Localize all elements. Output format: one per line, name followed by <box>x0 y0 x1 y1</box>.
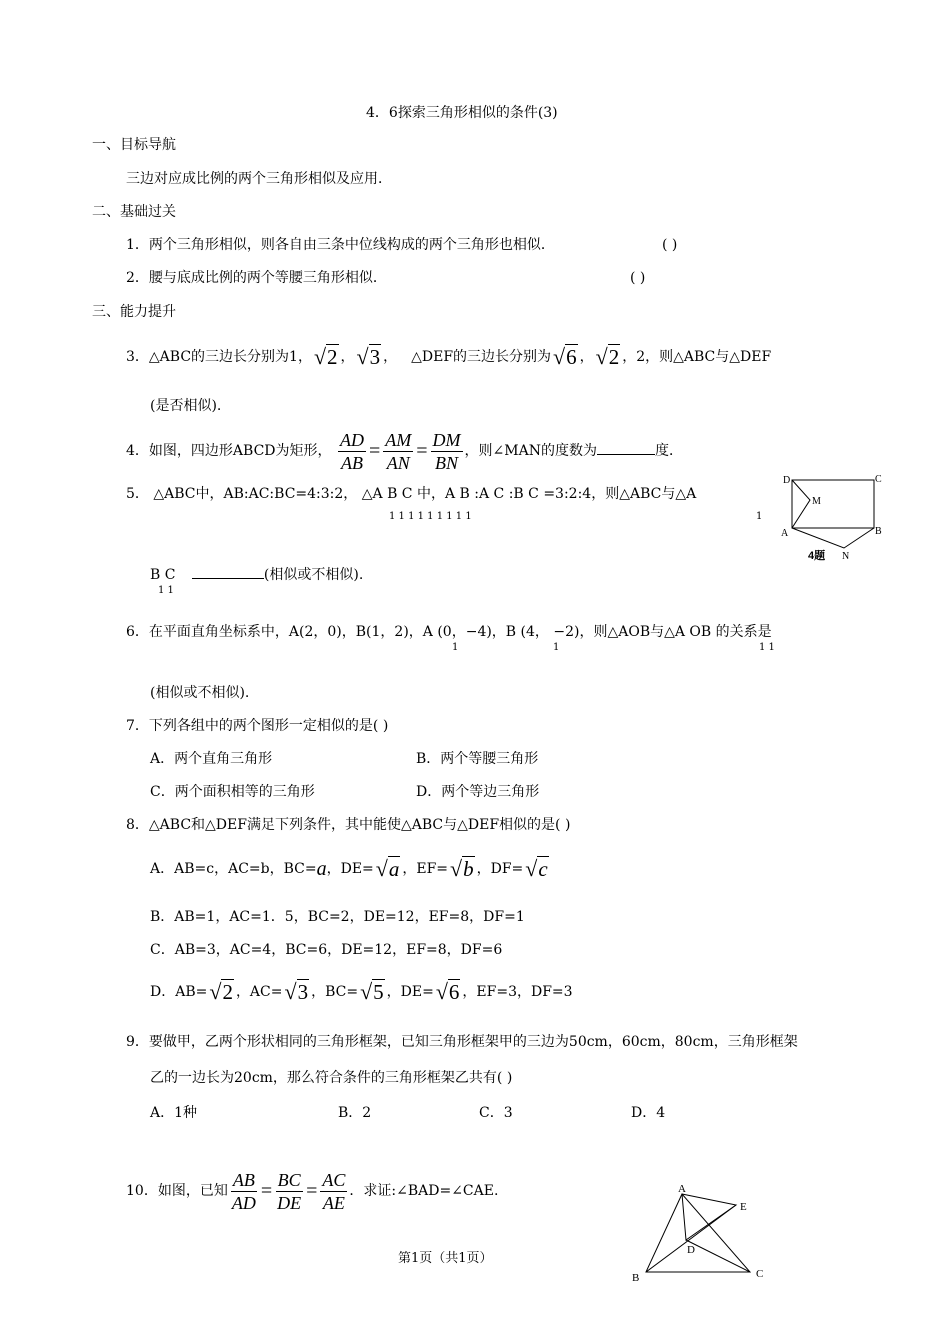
q8-d-text: ，AC= <box>235 984 283 1000</box>
q3-sqrt-2: √ 2 <box>312 337 341 377</box>
q3-sqrt-6: √ 6 <box>551 337 580 377</box>
question-4 <box>126 428 683 474</box>
label-a: A <box>678 1184 686 1195</box>
q8-d-sqrt-6: √ 6 <box>434 972 463 1012</box>
equals-sign: = <box>368 440 381 462</box>
figure-question-4 <box>778 470 888 566</box>
q3-comma: ， <box>340 349 355 365</box>
q8-a-sqrt-a: √ a <box>374 849 403 889</box>
label-d: D <box>783 475 791 486</box>
question-5: 5． △ABC中，AB:AC:BC=4:3:2， △A B C 中，A B :A C :B C =3:2:4，则△ABC与△A <box>126 486 697 502</box>
label-b: B <box>875 526 882 537</box>
q4-fraction-am-an: $\frac{AM}{AN}$ <box>385 429 412 473</box>
basic-q2-answer-paren[interactable]: ( ) <box>630 270 646 286</box>
section-goal-heading: 一、目标导航 <box>92 137 176 153</box>
segment-be <box>646 1205 736 1272</box>
q8-option-b[interactable]: B．AB=1，AC=1．5，BC=2，DE=12，EF=8，DF=1 <box>150 909 525 925</box>
q8-d-text: D．AB= <box>150 984 208 1000</box>
q4-text-b: ，则∠MAN的度数为 <box>464 443 597 459</box>
question-6: 6．在平面直角坐标系中，A(2，0)，B(1，2)，A (0，−4)，B (4， −2)，则△AOB与△A OB 的关系是 <box>126 624 772 640</box>
q4-answer-blank[interactable] <box>597 454 655 455</box>
equals-sign: = <box>416 440 428 462</box>
question-9-line-1: 9．要做甲，乙两个形状相同的三角形框架，已知三角形框架甲的三边为50cm，60cm，80cm，三角形框架 <box>126 1034 798 1050</box>
q8-d-text: ，EF=3，DF=3 <box>462 984 573 1000</box>
q8-d-sqrt-2: √ 2 <box>207 972 236 1012</box>
q10-text-b: ．求证:∠BAD=∠CAE. <box>349 1183 499 1199</box>
basic-q1: 1．两个三角形相似，则各自由三条中位线构成的两个三角形也相似． <box>126 237 555 253</box>
q8-a-text: ，DF= <box>476 861 524 877</box>
q6-subscript-a1-b1: 1 1 <box>759 642 775 653</box>
page-title: 4．6探索三角形相似的条件(3) <box>366 105 558 121</box>
page-footer: 第1页（共1页） <box>398 1251 493 1266</box>
q8-a-text: ，EF= <box>402 861 449 877</box>
equals-sign: = <box>306 1180 318 1202</box>
q8-a-text: ，DE= <box>326 861 374 877</box>
question-9-line-2: 乙的一边长为20cm，那么符合条件的三角形框架乙共有( ) <box>150 1070 513 1086</box>
q6-subscript-a1: 1 <box>452 642 459 653</box>
q5-subscript-end: 1 <box>756 511 763 522</box>
q5-line-2 <box>150 566 363 584</box>
q3-text-a: 3．△ABC的三边长分别为1， <box>126 349 312 365</box>
q8-a-sqrt-b: √ b <box>448 849 477 889</box>
q5-subscripts: 1 1 1 1 1 1 1 1 1 <box>389 511 472 522</box>
q8-d-sqrt-3: √ 3 <box>283 972 312 1012</box>
q4-fraction-dm-bn: $\frac{DM}{BN}$ <box>432 429 461 473</box>
q5-line-2-subscripts: 1 1 <box>158 585 174 596</box>
q8-option-d[interactable] <box>150 972 573 1012</box>
goal-text: 三边对应成比例的两个三角形相似及应用． <box>126 171 392 187</box>
segment-dc <box>686 1240 750 1272</box>
label-n: N <box>842 551 850 562</box>
q9-option-d[interactable]: D．4 <box>631 1105 666 1121</box>
figure-question-10 <box>626 1184 776 1284</box>
label-a: A <box>781 528 789 539</box>
segment-an-nb <box>792 528 874 548</box>
figure-4-caption: 4题 <box>808 550 826 562</box>
q7-option-d[interactable]: D．两个等边三角形 <box>416 784 540 800</box>
q6-subscript-b1: 1 <box>553 642 560 653</box>
label-c: C <box>875 474 882 485</box>
equals-sign: = <box>260 1180 273 1202</box>
q3-text-b: △DEF的三边长分别为 <box>411 349 552 365</box>
q7-option-c[interactable]: C．两个面积相等的三角形 <box>150 784 315 800</box>
section-basic-heading: 二、基础过关 <box>92 204 176 220</box>
q9-option-c[interactable]: C．3 <box>479 1105 513 1121</box>
q8-option-c[interactable]: C．AB=3，AC=4，BC=6，DE=12，EF=8，DF=6 <box>150 942 503 958</box>
q5-text-b: B C <box>150 567 176 583</box>
triangle-ade <box>682 1194 736 1240</box>
q8-a-var: a <box>316 858 327 880</box>
q10-text-a: 10．如图，已知 <box>126 1183 228 1199</box>
question-10 <box>126 1168 498 1214</box>
q3-text-c: ，2，则△ABC与△DEF <box>622 349 772 365</box>
basic-q2: 2．腰与底成比例的两个等腰三角形相似． <box>126 270 387 286</box>
question-8-stem: 8．△ABC和△DEF满足下列条件，其中能使△ABC与△DEF相似的是( ) <box>126 817 571 833</box>
segment-dm-ma <box>792 480 810 528</box>
q4-fraction-ad-ab: $\frac{AD}{AB}$ <box>339 429 364 473</box>
q9-option-a[interactable]: A．1种 <box>150 1105 198 1121</box>
label-e: E <box>740 1201 747 1213</box>
q4-text-a: 4．如图，四边形ABCD为矩形， <box>126 443 332 459</box>
q7-option-b[interactable]: B．两个等腰三角形 <box>416 751 539 767</box>
q9-option-b[interactable]: B．2 <box>338 1105 372 1121</box>
q3-comma: ， <box>579 349 594 365</box>
rectangle-abcd <box>792 480 874 528</box>
section-ability-heading: 三、能力提升 <box>92 304 176 320</box>
q8-d-sqrt-5: √ 5 <box>358 972 387 1012</box>
q3-sqrt-2b: √ 2 <box>594 337 623 377</box>
q3-comma: ， <box>383 349 398 365</box>
q6-tail: (相似或不相似). <box>150 685 250 701</box>
q10-fraction-ac-ae: $\frac{AC}{AE}$ <box>322 1169 346 1213</box>
q7-option-a[interactable]: A．两个直角三角形 <box>150 751 273 767</box>
q8-option-a[interactable] <box>150 849 551 889</box>
label-c: C <box>756 1268 764 1280</box>
question-3 <box>126 337 771 377</box>
label-b: B <box>632 1272 640 1284</box>
q8-d-text: ，DE= <box>386 984 434 1000</box>
q4-text-c: 度． <box>654 443 683 459</box>
label-m: M <box>812 496 821 507</box>
q8-a-sqrt-c: √ c <box>523 849 550 889</box>
q8-a-text: A．AB=c，AC=b，BC= <box>150 861 317 877</box>
q10-fraction-ab-ad: $\frac{AB}{AD}$ <box>231 1169 256 1213</box>
question-7-stem: 7．下列各组中的两个图形一定相似的是( ) <box>126 718 389 734</box>
q5-answer-blank[interactable] <box>192 578 264 579</box>
q3-tail: (是否相似). <box>150 398 222 414</box>
q10-fraction-bc-de: $\frac{BC}{DE}$ <box>277 1169 302 1213</box>
q3-sqrt-3: √ 3 <box>355 337 384 377</box>
q5-text-c: (相似或不相似). <box>263 567 364 583</box>
basic-q1-answer-paren[interactable]: ( ) <box>662 237 678 253</box>
q8-d-text: ，BC= <box>311 984 359 1000</box>
label-d: D <box>687 1244 695 1256</box>
